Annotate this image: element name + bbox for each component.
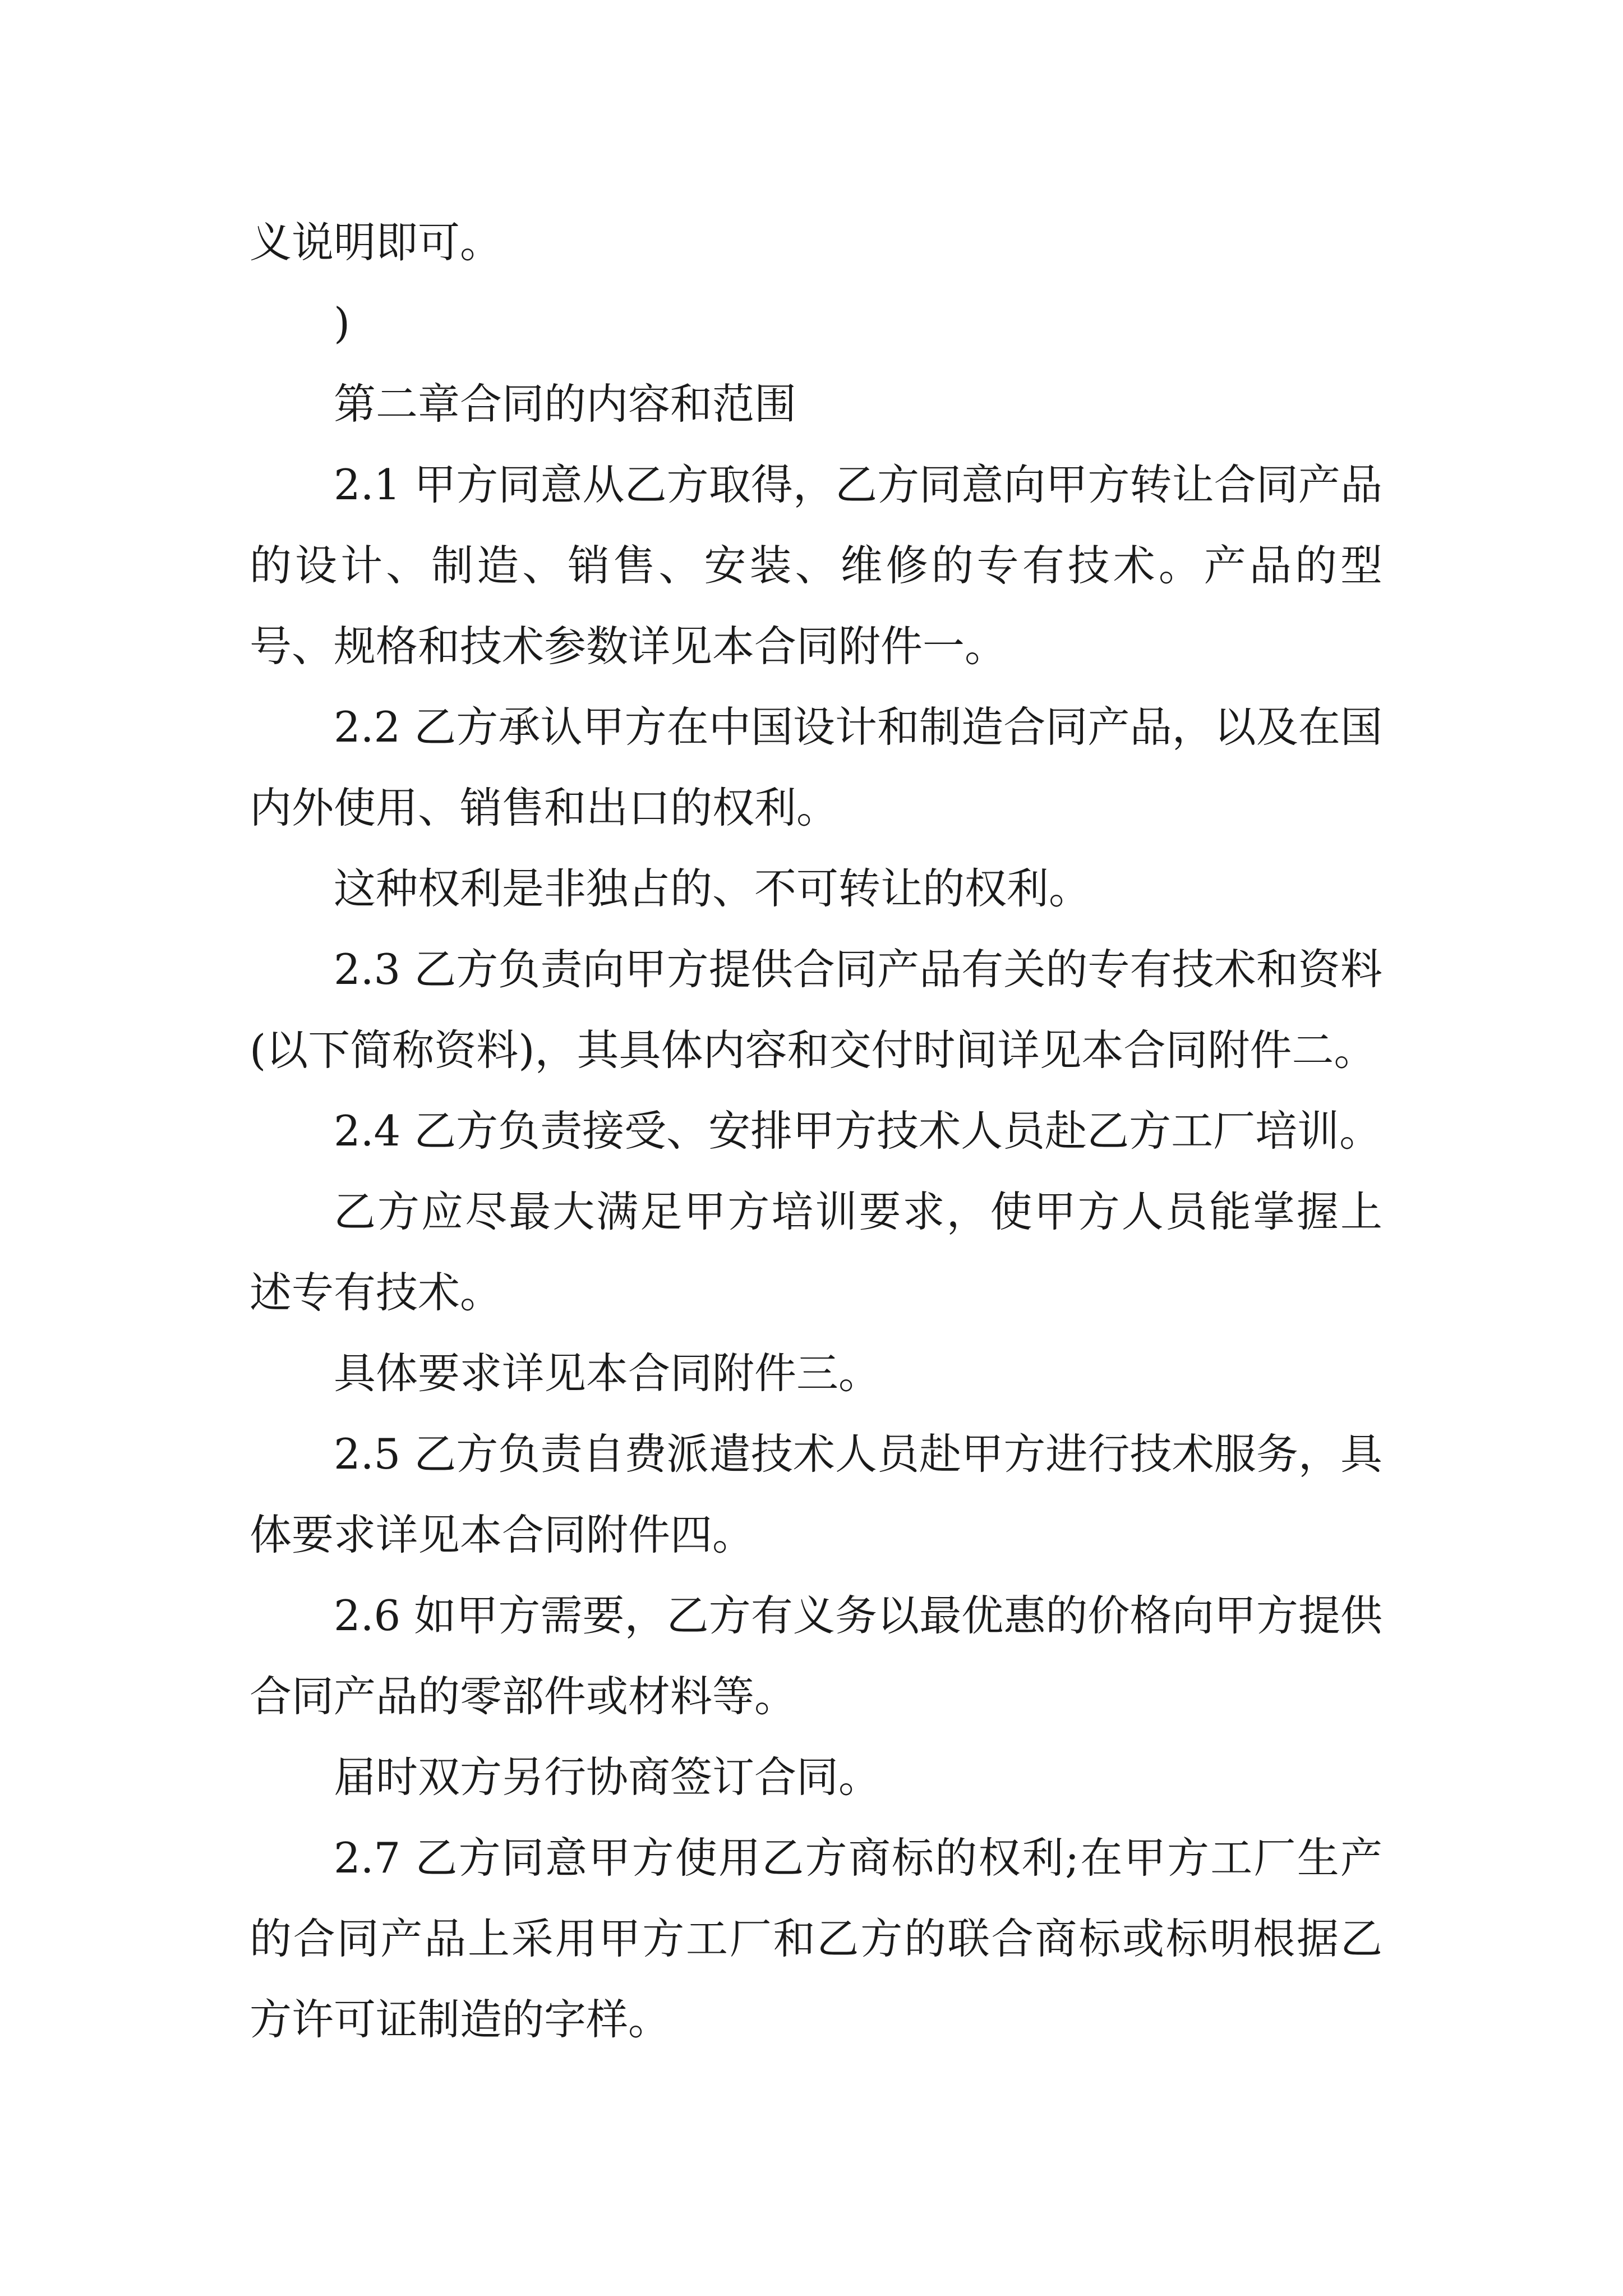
document-body — [250, 202, 1382, 2060]
paragraph-closing-parenthesis: ) — [334, 298, 351, 348]
clause-2-2-note: 这种权利是非独占的、不可转让的权利。 — [334, 864, 1091, 913]
clause-2-2: 2.2 乙方承认甲方在中国设计和制造合同产品，以及在国内外使用、销售和出口的权利。 — [250, 702, 1382, 832]
clause-2-3: 2.3 乙方负责向甲方提供合同产品有关的专有技术和资料(以下简称资料)，其具体内容和交付时间详见本合同附件二。 — [250, 945, 1382, 1075]
clause-2-4: 2.4 乙方负责接受、安排甲方技术人员赴乙方工厂培训。 — [334, 1106, 1382, 1156]
clause-2-6-note: 届时双方另行协商签订合同。 — [334, 1752, 881, 1802]
chapter-heading: 第二章合同的内容和范围 — [334, 379, 797, 429]
paragraph-continuation: 义说明即可。 — [250, 218, 502, 267]
clause-2-4-note: 具体要求详见本合同附件三。 — [334, 1349, 881, 1398]
clause-2-1: 2.1 甲方同意从乙方取得，乙方同意向甲方转让合同产品的设计、制造、销售、安装、维修的专有技术。产品的型号、规格和技术参数详见本合同附件一。 — [250, 460, 1382, 671]
clause-2-4-training: 乙方应尽最大满足甲方培训要求，使甲方人员能掌握上述专有技术。 — [250, 1187, 1382, 1317]
clause-2-7: 2.7 乙方同意甲方使用乙方商标的权利;在甲方工厂生产的合同产品上采用甲方工厂和乙方的联合商标或标明根据乙方许可证制造的字样。 — [250, 1833, 1382, 2044]
clause-2-5: 2.5 乙方负责自费派遣技术人员赴甲方进行技术服务，具体要求详见本合同附件四。 — [250, 1429, 1382, 1559]
clause-2-6: 2.6 如甲方需要，乙方有义务以最优惠的价格向甲方提供合同产品的零部件或材料等。 — [250, 1591, 1382, 1721]
